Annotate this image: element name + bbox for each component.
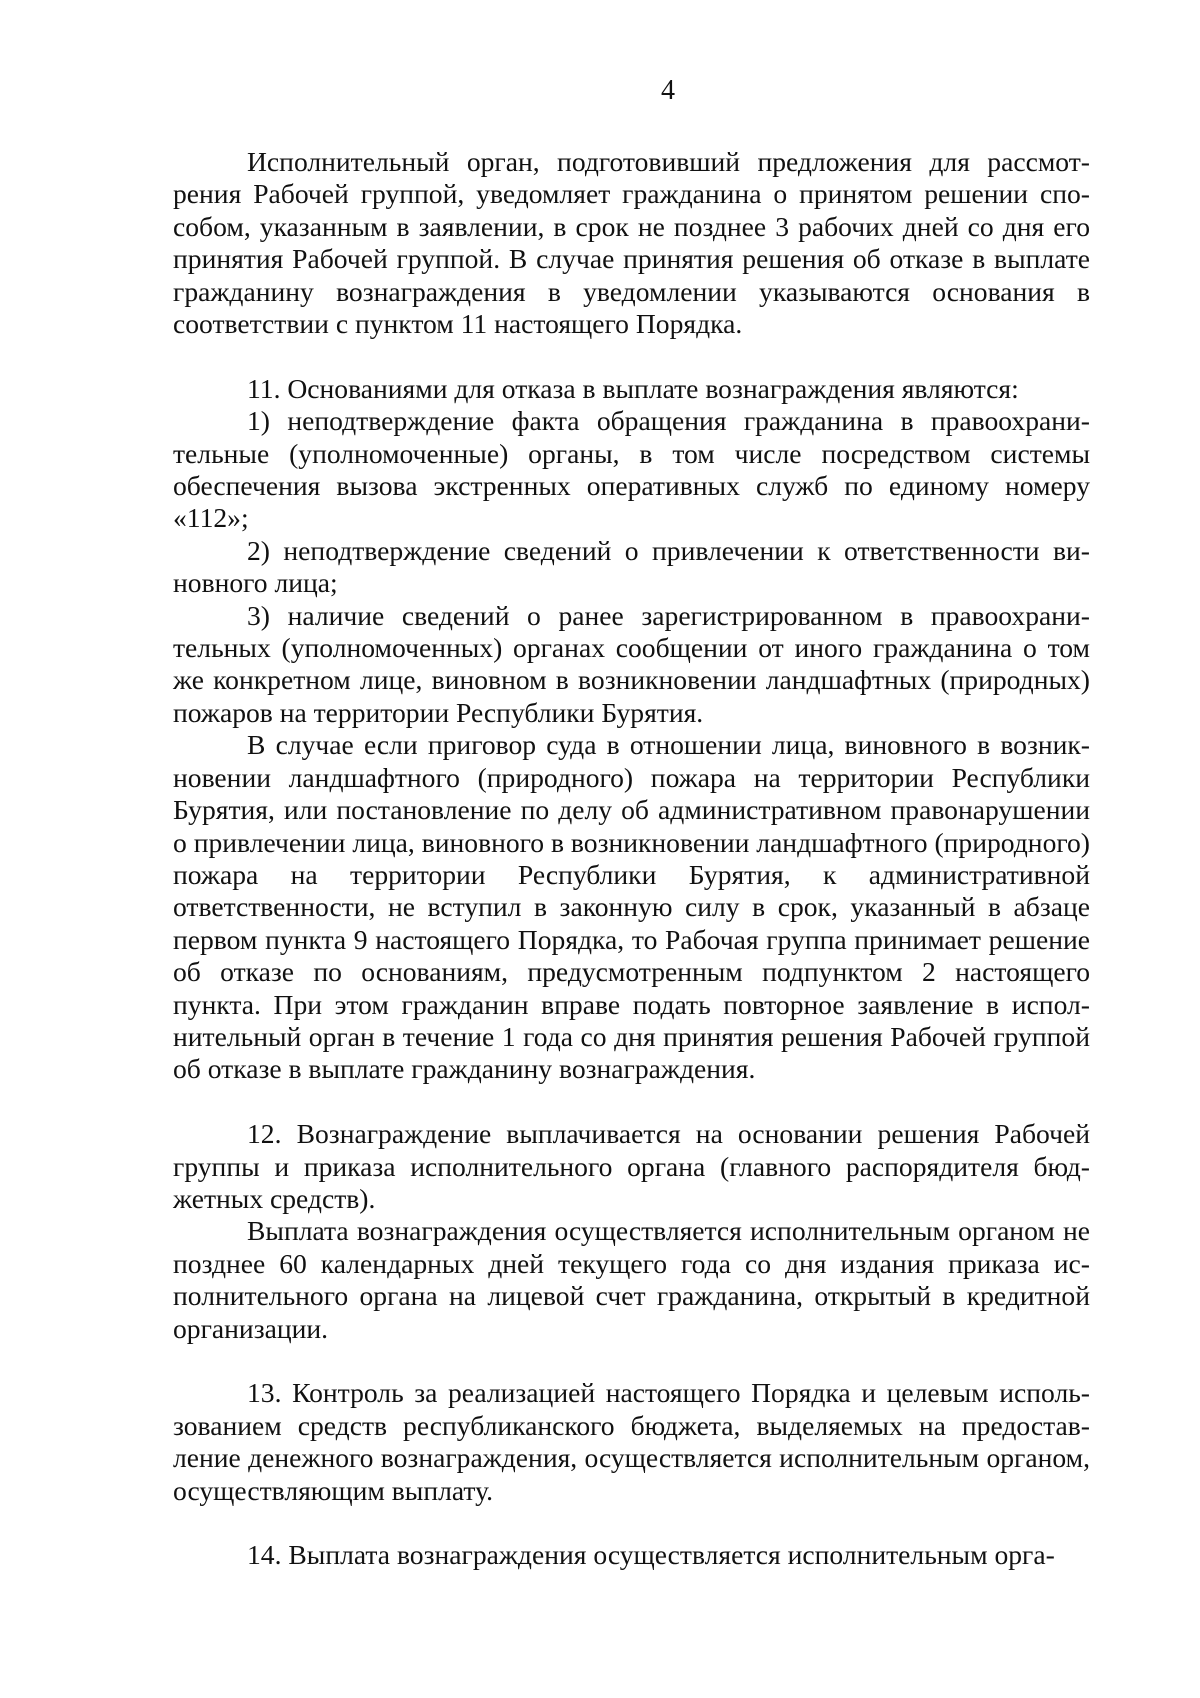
page-number: 4 [661, 75, 675, 106]
paragraph-item-13: 13. Контроль за реализацией настоящего Порядка и целевым использованием средств республиканского бюджета, выделяемых на предоставление денежного вознаграждения, осуществляется исполнительным органом, осуществляющим выплату. [173, 1377, 1090, 1506]
document-body [173, 146, 1090, 1572]
paragraph-spacer [173, 340, 1090, 372]
paragraph-item-12-payment: Выплата вознаграждения осуществляется исполнительным органом не позднее 60 календарных дней текущего года со дня издания приказа исполнительного органа на лицевой счет гражданина, открытый в кредитной организации. [173, 1215, 1090, 1344]
paragraph-spacer [173, 1086, 1090, 1118]
paragraph-item-11-sub-3: 3) наличие сведений о ранее зарегистрированном в правоохранительных (уполномоченных) органах сообщении от иного гражданина о том же конкретном лице, виновном в возникновении ландшафтных (природных) пожаров на территории Республики Бурятия. [173, 599, 1090, 728]
paragraph-spacer [173, 1507, 1090, 1539]
paragraph-item-11-heading: 11. Основаниями для отказа в выплате вознаграждения являются: [247, 372, 1019, 404]
paragraph-item-14: 14. Выплата вознаграждения осуществляется исполнительным орга- [247, 1539, 1055, 1571]
paragraph-notification: Исполнительный орган, подготовивший предложения для рассмотрения Рабочей группой, уведомляет гражданина о принятом решении способом, указанным в заявлении, в срок не позднее 3 рабочих дней со дня его принятия Рабочей группой. В случае принятия решения об отказе в выплате гражданину вознаграждения в уведомлении указываются основания в соответствии с пунктом 11 настоящего Порядка. [173, 146, 1090, 340]
paragraph-spacer [173, 1345, 1090, 1377]
paragraph-item-12: 12. Вознаграждение выплачивается на основании решения Рабочей группы и приказа исполнительного органа (главного распорядителя бюджетных средств). [173, 1118, 1090, 1214]
paragraph-item-11-sub-2: 2) неподтверждение сведений о привлечении к ответственности виновного лица; [173, 534, 1090, 599]
paragraph-item-11-sub-1: 1) неподтверждение факта обращения гражданина в правоохранительные (уполномоченные) органы, в том числе посредством системы обеспечения вызова экстренных оперативных служб по единому номеру «112»; [173, 405, 1090, 534]
paragraph-item-11-court-case: В случае если приговор суда в отношении лица, виновного в возникновении ландшафтного (природного) пожара на территории Республики Бурятия, или постановление по делу об административном правонарушении о привлечении лица, виновного в возникновении ландшафтного (природного) пожара на территории Республики Бурятия, к административной ответственности, не вступил в законную силу в срок, указанный в абзаце первом пункта 9 настоящего Порядка, то Рабочая группа принимает решение об отказе по основаниям, предусмотренным подпунктом 2 настоящего пункта. При этом гражданин вправе подать повторное заявление в исполнительный орган в течение 1 года со дня принятия решения Рабочей группой об отказе в выплате гражданину вознаграждения. [173, 729, 1090, 1085]
